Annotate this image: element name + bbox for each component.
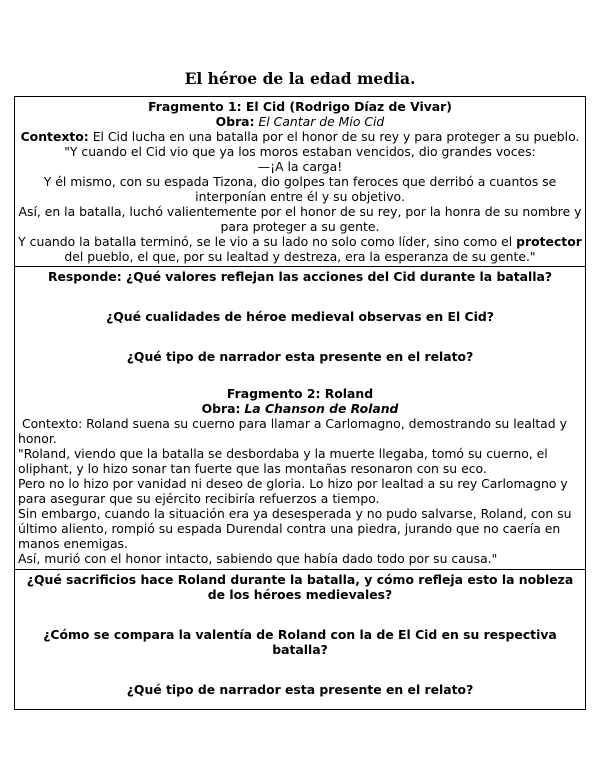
- fragment2-obra-label: Obra:: [201, 401, 241, 416]
- fragment1-last-line: [18, 234, 582, 264]
- question-compare-courage: ¿Cómo se compara la valentía de Roland con la de El Cid en su respectiva batalla?: [43, 627, 557, 657]
- fragment1-context-label: Contexto:: [20, 129, 89, 144]
- fragment1-line: Y él mismo, con su espada Tizona, dio golpes tan feroces que derribó a cuantos se interponían entre él y su objetivo.: [43, 174, 557, 204]
- fragment1-context-text: El Cid lucha en una batalla por el honor de su rey y para proteger a su pueblo.: [92, 129, 580, 144]
- fragment2-paragraph: Contexto: Roland suena su cuerno para llamar a Carlomagno, demostrando su lealtad y honor.: [18, 416, 571, 446]
- fragment2-paragraph: Así, murió con el honor intacto, sabiendo que había dado todo por su causa.": [18, 551, 498, 566]
- fragment2-obra: [18, 401, 582, 416]
- fragment1-obra-label: Obra:: [215, 114, 255, 129]
- fragment1-heading: Fragmento 1: El Cid (Rodrigo Díaz de Vivar): [148, 99, 452, 114]
- question-narrator-2: ¿Qué tipo de narrador esta presente en el relato?: [126, 682, 474, 697]
- fragment1-line: —¡A la carga!: [257, 159, 343, 174]
- fragment2-cell: [15, 266, 585, 569]
- fragment2-heading: Fragmento 2: Roland: [226, 386, 374, 401]
- fragment1-line: "Y cuando el Cid vio que ya los moros estaban vencidos, dio grandes voces:: [64, 144, 536, 159]
- fragment1-line: Así, en la batalla, luchó valientemente por el honor de su rey, por la honra de su nombre y para proteger a su gente.: [18, 204, 582, 234]
- fragment1-obra-title: El Cantar de Mio Cid: [258, 114, 385, 129]
- fragment1-context: [18, 129, 582, 144]
- question-qualities: ¿Qué cualidades de héroe medieval observas en El Cid?: [106, 309, 494, 324]
- questions2-cell: [15, 569, 585, 709]
- fragment2-paragraph: Sin embargo, cuando la situación era ya desesperada y no pudo salvarse, Roland, con su último aliento, rompió su espada Durendal contra una piedra, jurando que no caería en manos enemigas.: [18, 506, 572, 551]
- fragment2-obra-title: La Chanson de Roland: [244, 401, 399, 416]
- fragment1-protector-word: protector: [516, 234, 582, 249]
- fragment1-cell: [15, 97, 585, 266]
- question-narrator-1: ¿Qué tipo de narrador esta presente en el relato?: [126, 349, 474, 364]
- question-values: Responde: ¿Qué valores reflejan las acciones del Cid durante la batalla?: [47, 269, 553, 284]
- fragment1-last-line-after: del pueblo, el que, por su lealtad y destreza, era la esperanza de su gente.": [64, 249, 536, 264]
- page-title: El héroe de la edad media.: [184, 69, 416, 88]
- fragment2-paragraph: "Roland, viendo que la batalla se desbordaba y la muerte llegaba, tomó su cuerno, el oliphant, y lo hizo sonar tan fuerte que las montañas resonaron con su eco.: [18, 446, 548, 476]
- worksheet-table: [14, 96, 586, 710]
- question-sacrifices: ¿Qué sacrificios hace Roland durante la batalla, y cómo refleja esto la nobleza de los héroes medievales?: [26, 572, 574, 602]
- fragment1-obra: [18, 114, 582, 129]
- fragment2-paragraph: Pero no lo hizo por vanidad ni deseo de gloria. Lo hizo por lealtad a su rey Carlomagno y para asegurar que su ejército recibiría refuerzos a tiempo.: [18, 476, 568, 506]
- fragment2-text: [18, 416, 582, 566]
- fragment1-last-line-before: Y cuando la batalla terminó, se le vio a su lado no solo como líder, sino como el: [18, 234, 513, 249]
